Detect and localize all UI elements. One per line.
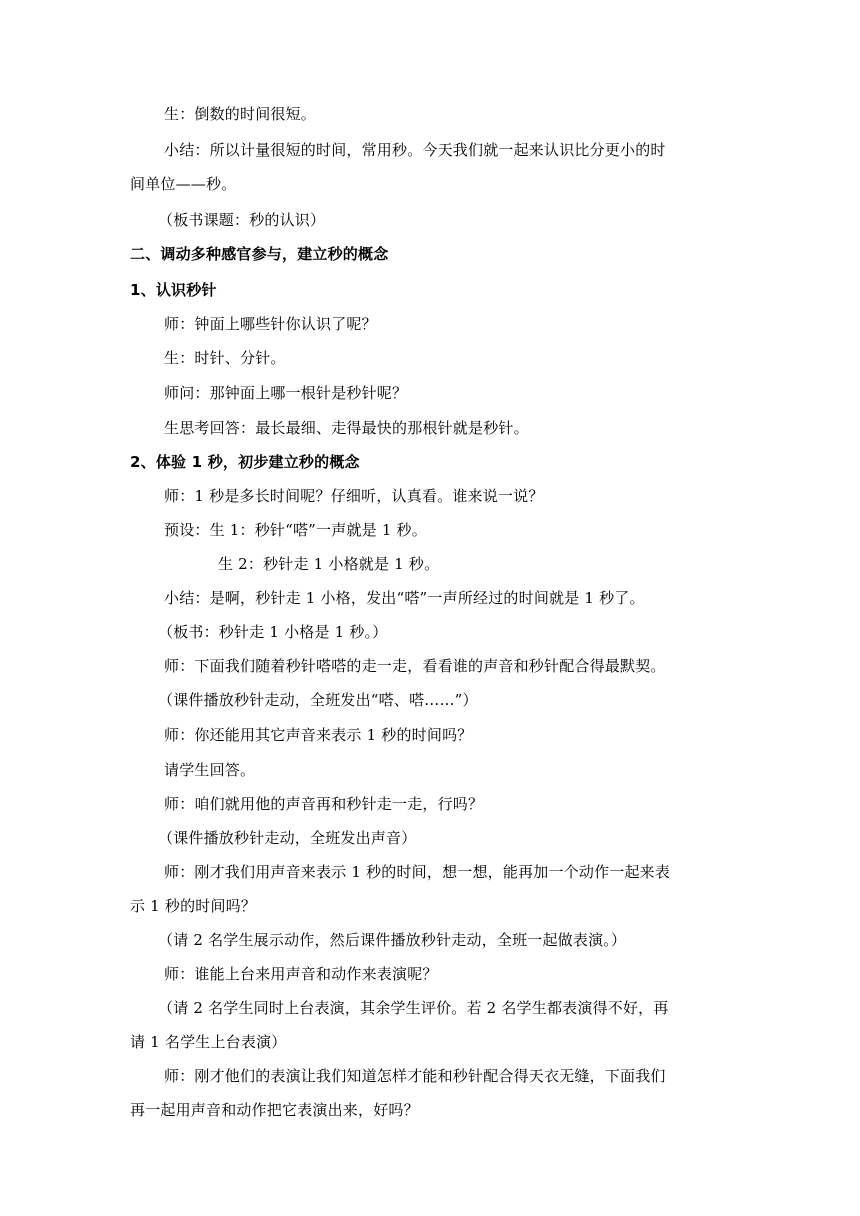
paragraph-line: 生 2：秒针走 1 小格就是 1 秒。	[218, 555, 440, 573]
paragraph-line: 师：刚才我们用声音来表示 1 秒的时间，想一想，能再加一个动作一起来表	[164, 863, 671, 881]
paragraph-line: 示 1 秒的时间吗？	[130, 897, 257, 915]
paragraph-line: （请 2 名学生展示动作，然后课件播放秒针走动，全班一起做表演。）	[158, 931, 627, 949]
paragraph-line: 师：刚才他们的表演让我们知道怎样才能和秒针配合得天衣无缝，下面我们	[164, 1067, 666, 1085]
paragraph-line: （板书课题：秒的认识）	[158, 211, 326, 229]
paragraph-line: 生：倒数的时间很短。	[164, 105, 317, 123]
paragraph-line: 生：时针、分针。	[164, 349, 286, 367]
paragraph-line: 小结：所以计量很短的时间，常用秒。今天我们就一起来认识比分更小的时	[164, 141, 666, 159]
paragraph-line: 间单位——秒。	[130, 175, 237, 193]
paragraph-line: 师：钟面上哪些针你认识了呢？	[164, 315, 377, 333]
paragraph-line: 请学生回答。	[164, 761, 256, 779]
paragraph-line: （请 2 名学生同时上台表演，其余学生评价。若 2 名学生都表演得不好，再	[158, 999, 669, 1017]
subsection-heading: 1、认识秒针	[130, 281, 217, 299]
paragraph-line: 师问：那钟面上哪一根针是秒针呢？	[164, 384, 408, 402]
paragraph-line: （板书：秒针走 1 小格是 1 秒。）	[158, 623, 388, 641]
paragraph-line: 再一起用声音和动作把它表演出来，好吗？	[130, 1101, 419, 1119]
paragraph-line: （课件播放秒针走动，全班发出“嗒、嗒……”）	[158, 691, 478, 709]
paragraph-line: 师：下面我们随着秒针嗒嗒的走一走，看看谁的声音和秒针配合得最默契。	[164, 657, 666, 675]
paragraph-line: 师：咱们就用他的声音再和秒针走一走，行吗？	[164, 795, 484, 813]
paragraph-line: 师：谁能上台来用声音和动作来表演呢？	[164, 965, 438, 983]
section-heading: 二、调动多种感官参与，建立秒的概念	[130, 245, 389, 263]
paragraph-line: 小结：是啊，秒针走 1 小格，发出“嗒”一声所经过的时间就是 1 秒了。	[164, 589, 645, 607]
paragraph-line: （课件播放秒针走动，全班发出声音）	[158, 829, 417, 847]
paragraph-line: 预设：生 1：秒针“嗒”一声就是 1 秒。	[164, 521, 427, 539]
subsection-heading: 2、体验 1 秒，初步建立秒的概念	[130, 453, 360, 471]
paragraph-line: 请 1 名学生上台表演）	[130, 1033, 287, 1051]
paragraph-line: 师：1 秒是多长时间呢？仔细听，认真看。谁来说一说？	[164, 487, 544, 505]
paragraph-line: 师：你还能用其它声音来表示 1 秒的时间吗？	[164, 726, 473, 744]
paragraph-line: 生思考回答：最长最细、走得最快的那根针就是秒针。	[164, 419, 529, 437]
